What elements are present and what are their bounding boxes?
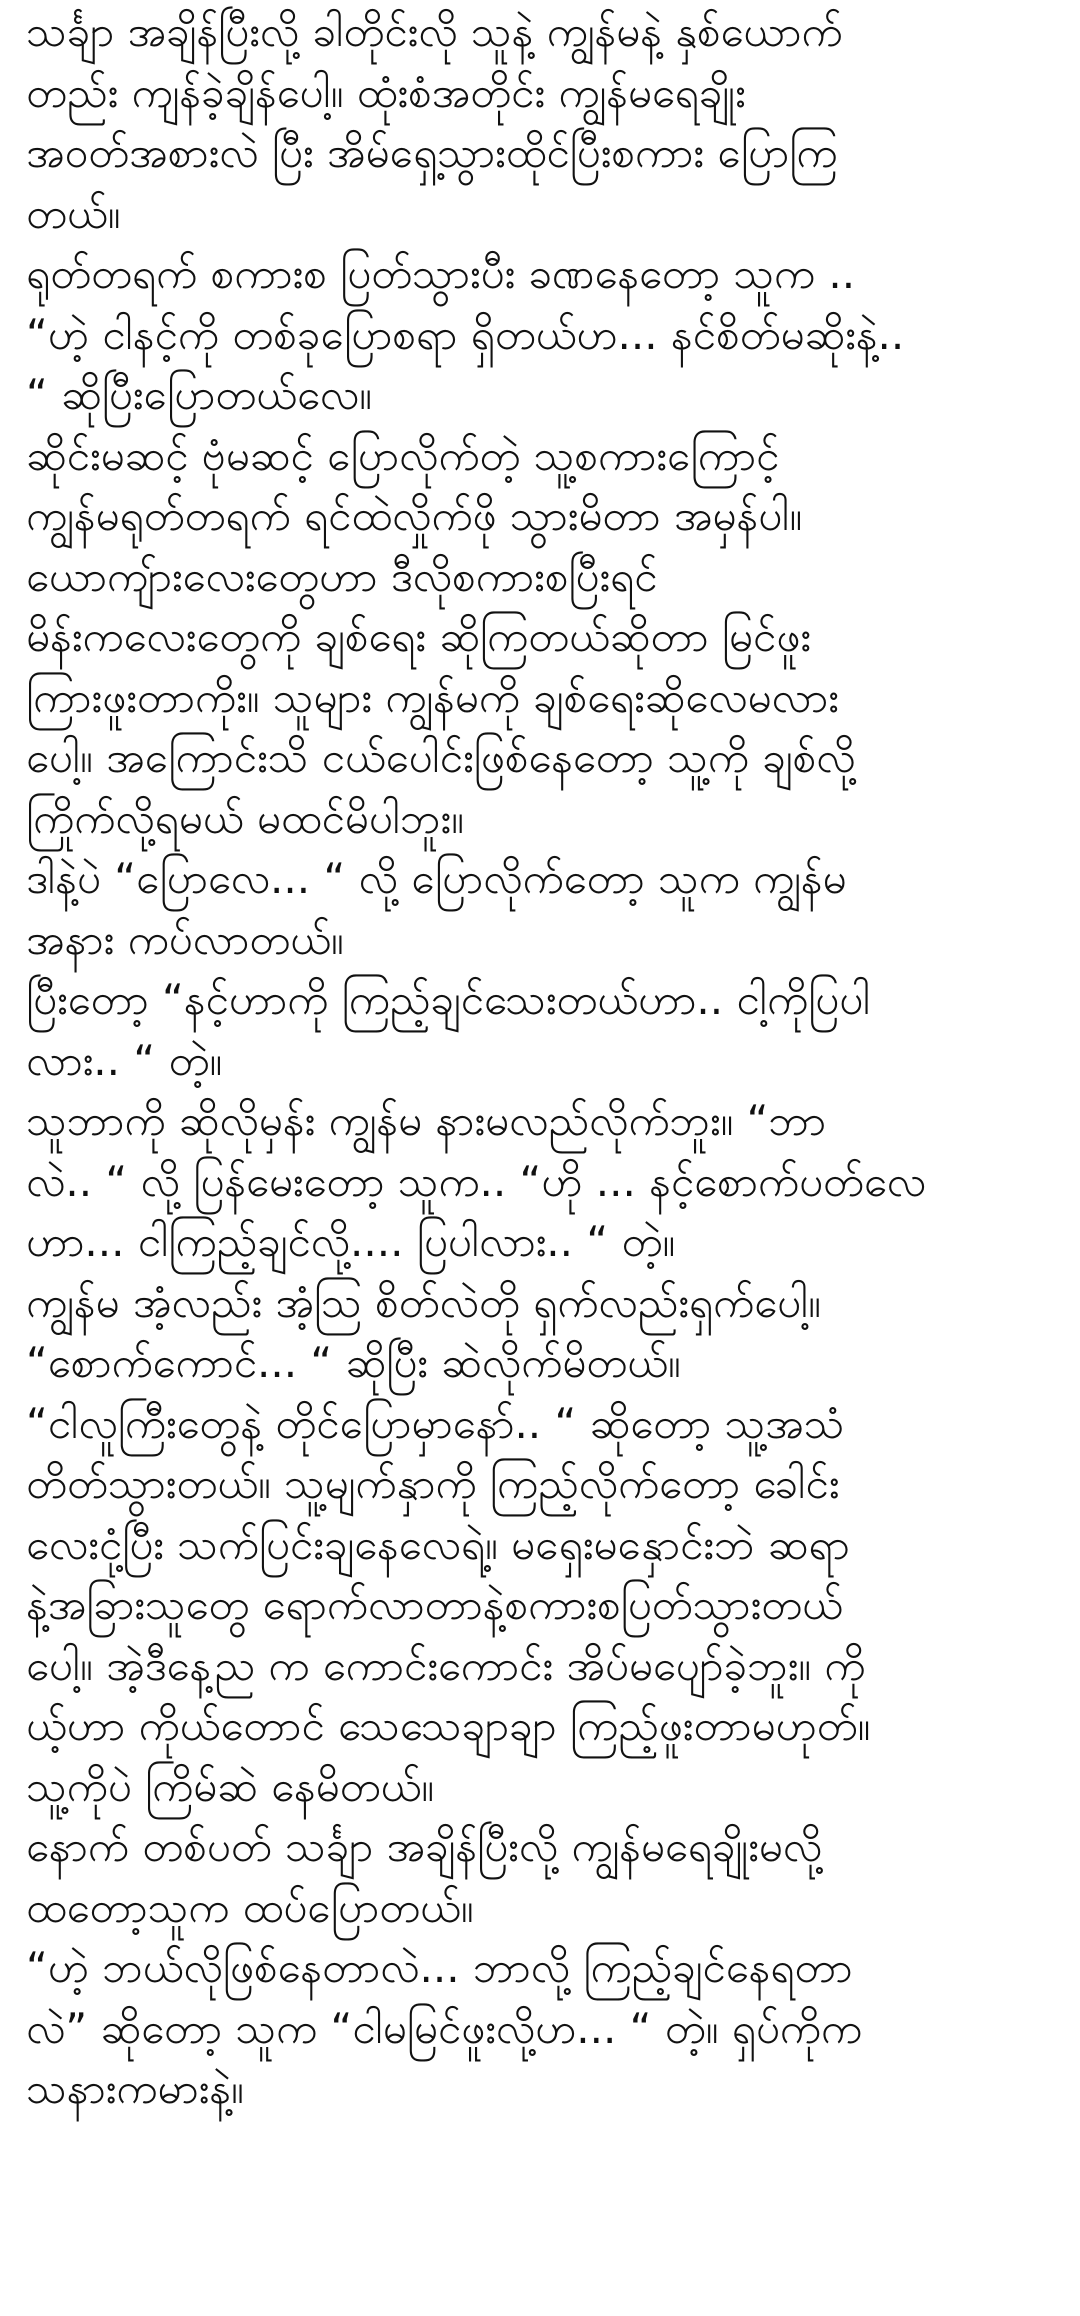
text-line: ဆိုင်းမဆင့် ဗုံမဆင့် ပြောလိုက်တဲ့ သူ့စကားကြောင့် xyxy=(26,430,780,480)
text-line: ကျွန်မရုတ်တရက် ရင်ထဲလှိုက်ဖို သွားမိတာ အမှန်ပါ။ xyxy=(26,491,803,540)
text-line: ရုတ်တရက် စကားစ ပြတ်သွားပီး ခဏနေတော့ သူက .. xyxy=(26,249,856,298)
text-line: တယ်။ xyxy=(26,188,121,238)
text-line: နောက် တစ်ပတ် သင်္ချာ အချိန်ပြီးလို့ ကျွန်မရေချိုးမလို့ xyxy=(26,1822,823,1871)
text-line: တည်း ကျန်ခဲ့ချိန်ပေါ့။ ထုံးစံအတိုင်း ကျွန်မရေချိုး xyxy=(26,67,746,117)
text-line: မိန်းကလေးတွေကို ချစ်ရေး ဆိုကြတယ်ဆိုတာ မြင်ဖူး xyxy=(26,612,811,661)
text-line: “ဟဲ့ ဘယ်လိုဖြစ်နေတာလဲ... ဘာလို့ ကြည့်ချင်နေရတာ xyxy=(26,1943,853,1992)
text-line: လေးငုံ့ပြီး သက်ပြင်းချနေလေရဲ့။ မရှေးမနှောင်းဘဲ ဆရာ xyxy=(26,1519,850,1569)
text-line: “ဟဲ့ ငါနင့်ကို တစ်ခုပြောစရာ ရှိတယ်ဟ... နင်စိတ်မဆိုးနဲ့.. xyxy=(26,309,905,359)
text-line: သူ့ကိုပဲ ကြိမ်ဆဲ နေမိတယ်။ xyxy=(26,1761,435,1811)
text-line: လဲ.. “ လို့ ပြန်မေးတော့ သူက.. “ဟို ... နင့်စောက်ပတ်လေ xyxy=(26,1156,927,1206)
text-line: လား.. “ တဲ့။ xyxy=(26,1035,223,1085)
text-line: “ ဆိုပြီးပြောတယ်လေ။ xyxy=(26,370,372,419)
text-line: ပေါ့။ အကြောင်းသိ ငယ်ပေါင်းဖြစ်နေတော့ သူ့ကို ချစ်လို့ xyxy=(26,733,856,782)
text-line: ဟာ... ငါကြည့်ချင်လို့.... ပြပါလား.. “ တဲ့။ xyxy=(26,1217,676,1266)
text-line: “ငါလူကြီးတွေနဲ့ တိုင်ပြောမှာနော်.. “ ဆိုတော့ သူ့အသံ xyxy=(26,1398,845,1448)
text-line: သင်္ချာ အချိန်ပြီးလို့ ခါတိုင်းလို သူနဲ့ ကျွန်မနဲ့ နှစ်ယောက် xyxy=(26,7,843,56)
text-line: ဒါနဲ့ပဲ “ပြောလေ... “ လို့ ပြောလိုက်တော့ သူက ကျွန်မ xyxy=(26,854,847,903)
story-text xyxy=(26,2,1056,2120)
text-line: တိတ်သွားတယ်။ သူ့မျက်နှာကို ကြည့်လိုက်တော့ ခေါင်း xyxy=(26,1459,840,1508)
text-line: ယောကျ်ားလေးတွေဟာ ဒီလိုစကားစပြီးရင် xyxy=(26,551,658,601)
text-line: သူဘာကို ဆိုလိုမှန်း ကျွန်မ နားမလည်လိုက်ဘူး။ “ဘာ xyxy=(26,1096,827,1145)
text-line: နဲ့အခြားသူတွေ ရောက်လာတာနဲ့စကားစပြတ်သွားတယ် xyxy=(26,1580,843,1629)
text-line: ပြီးတော့ “နင့်ဟာကို ကြည့်ချင်သေးတယ်ဟာ.. ငါ့ကိုပြပါ xyxy=(26,975,871,1024)
text-line: ကြိုက်လို့ရမယ် မထင်မိပါဘူး။ xyxy=(26,793,464,843)
text-line: ကြားဖူးတာကိုး။ သူများ ကျွန်မကို ချစ်ရေးဆိုလေမလား xyxy=(26,672,839,722)
text-line: ယ့်ဟာ ကိုယ်တောင် သေသေချာချာ ကြည့်ဖူးတာမဟုတ်။ xyxy=(26,1701,871,1750)
text-line: “စောက်ကောင်... “ ဆိုပြီး ဆဲလိုက်မိတယ်။ xyxy=(26,1338,681,1387)
text-line: လဲ” ဆိုတော့ သူက “ငါမမြင်ဖူးလို့ဟ... “ တဲ့။ ရှပ်ကိုက xyxy=(26,2003,862,2053)
text-line: ကျွန်မ အံ့လည်း အံ့သြ စိတ်လဲတို ရှက်လည်းရှက်ပေါ့။ xyxy=(26,1277,821,1327)
text-line: ပေါ့။ အဲ့ဒီနေ့ည က ကောင်းကောင်း အိပ်မပျော်ခဲ့ဘူး။ ကို xyxy=(26,1640,866,1690)
text-line: အနား ကပ်လာတယ်။ xyxy=(26,914,344,964)
text-line: သနားကမားနဲ့။ xyxy=(26,2064,244,2113)
text-line: ထတော့သူက ထပ်ပြောတယ်။ xyxy=(26,1882,474,1932)
text-line: အဝတ်အစားလဲ ပြီး အိမ်ရှေ့သွားထိုင်ပြီးစကား ပြောကြ xyxy=(26,128,838,177)
